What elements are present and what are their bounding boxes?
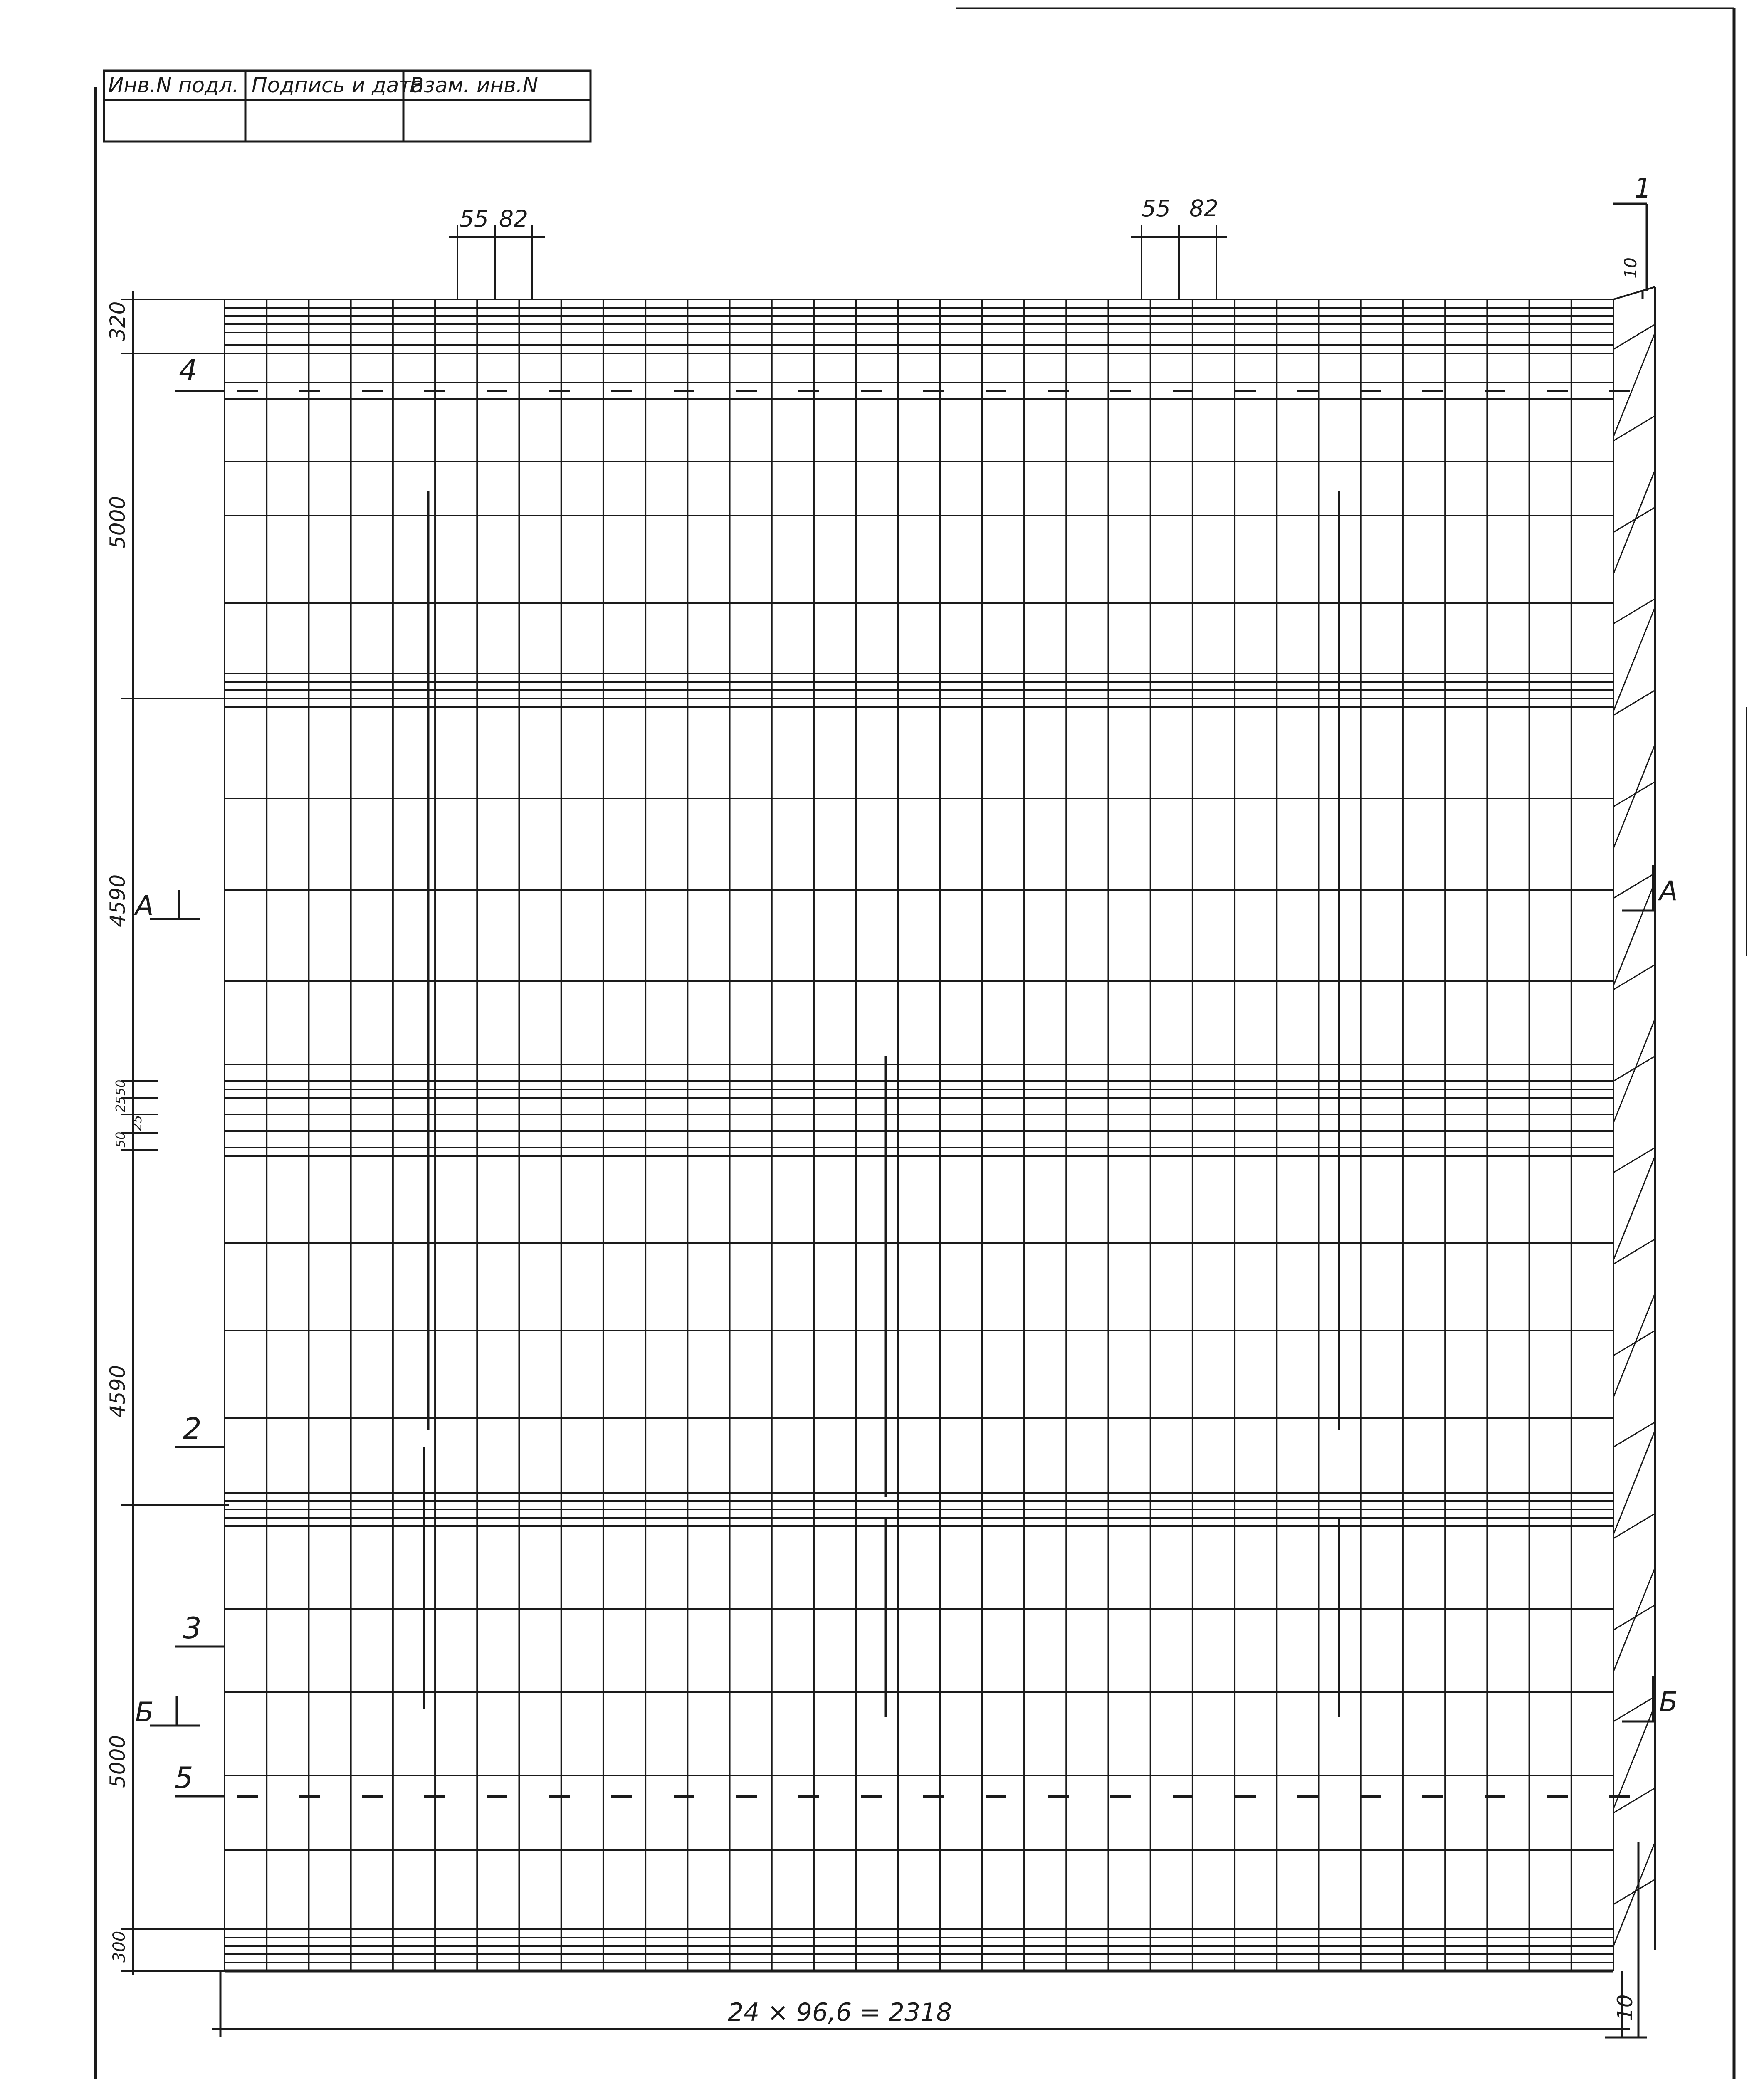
dim-top-right-82: 82	[1189, 195, 1218, 222]
depth-bar	[1613, 1056, 1655, 1081]
depth-bar	[1613, 507, 1655, 532]
dim-300: 300	[110, 1931, 129, 1963]
depth-diagonal	[1613, 881, 1655, 985]
dim-total-width: 24 × 96,6 = 2318	[728, 1998, 952, 2027]
vertical-dimension-chain	[106, 291, 229, 1975]
depth-diagonal	[1613, 333, 1655, 437]
marker-pos-2: 2	[183, 1412, 202, 1446]
depth-diagonal	[1613, 607, 1655, 711]
section-a-right: А	[1659, 876, 1678, 907]
depth-bar	[1613, 1696, 1655, 1721]
depth-diagonal	[1613, 1842, 1655, 1946]
stamp-col-inv: Инв.N подл.	[108, 73, 239, 97]
dim-320: 320	[106, 301, 130, 341]
section-b-left: Б	[135, 1697, 154, 1728]
section-b-right: Б	[1659, 1686, 1678, 1718]
depth-diagonal	[1613, 470, 1655, 574]
marker-pos-1: 1	[1634, 173, 1652, 204]
depth-diagonal	[1613, 1156, 1655, 1260]
dim-bottom-10: 10	[1613, 1994, 1637, 2021]
stamp-col-signature: Подпись и дата	[252, 73, 424, 97]
stamp-table	[104, 71, 590, 141]
depth-bar	[1613, 1879, 1655, 1904]
marker-pos-4: 4	[179, 353, 198, 388]
depth-diagonal	[1613, 1019, 1655, 1123]
dim-top-left-82: 82	[499, 205, 528, 232]
sheet-border	[96, 8, 1734, 2079]
depth-bar	[1613, 324, 1655, 349]
depth-bar	[1613, 599, 1655, 624]
right-side-marks	[1605, 204, 1747, 2037]
dim-5000-lower: 5000	[106, 1735, 130, 1788]
dim-top-left-55: 55	[460, 205, 489, 232]
depth-bar	[1613, 1422, 1655, 1447]
marker-pos-5: 5	[175, 1761, 193, 1795]
dim-4590-lower: 4590	[106, 1365, 130, 1418]
dim-50-a: 50	[114, 1079, 128, 1096]
depth-bar	[1613, 1605, 1655, 1630]
dim-25-a: 25	[114, 1096, 128, 1112]
dim-top-right-55: 55	[1141, 195, 1171, 222]
depth-edge	[1613, 287, 1655, 299]
depth-bar	[1613, 873, 1655, 898]
dim-50-b: 50	[114, 1131, 128, 1148]
depth-diagonal	[1613, 744, 1655, 848]
depth-bar	[1613, 782, 1655, 807]
stamp-col-replace: Взам. инв.N	[410, 73, 538, 97]
dim-4590-upper: 4590	[106, 874, 130, 927]
depth-diagonal	[1613, 1568, 1655, 1672]
depth-diagonal	[1613, 1293, 1655, 1397]
section-a-left: А	[135, 890, 154, 921]
frame-mesh	[225, 287, 1655, 1971]
dim-right-10-top: 10	[1621, 257, 1640, 279]
top-dimension-marks	[449, 225, 1227, 299]
marker-pos-3: 3	[183, 1611, 202, 1645]
depth-diagonal	[1613, 1430, 1655, 1534]
depth-bar	[1613, 1331, 1655, 1356]
depth-bar	[1613, 1148, 1655, 1173]
dim-25-b: 25	[130, 1115, 145, 1131]
left-position-markers	[150, 391, 225, 1796]
dim-5000-upper: 5000	[106, 496, 130, 549]
